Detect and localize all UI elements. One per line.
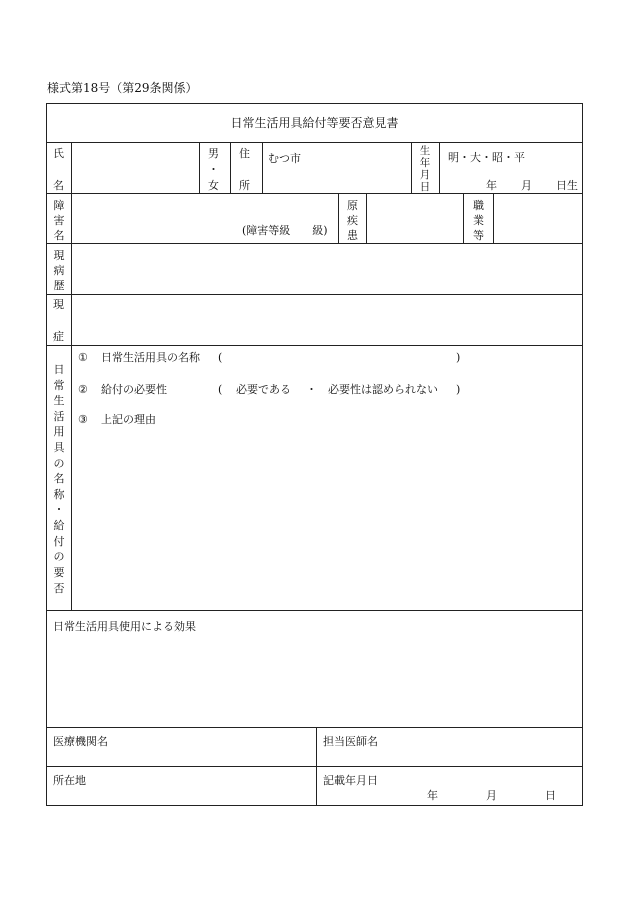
line-below-row1 bbox=[46, 193, 583, 194]
equipment-label bbox=[47, 362, 71, 596]
item1-number: ① bbox=[78, 351, 88, 364]
medical-institution-label: 医療機関名 bbox=[53, 735, 108, 748]
occupation-label-char: 職 bbox=[473, 199, 484, 212]
birth-month-label: 月 bbox=[521, 179, 532, 192]
item2-number: ② bbox=[78, 383, 88, 396]
occupation-label-char: 等 bbox=[473, 229, 484, 243]
item2-close-paren: ) bbox=[456, 383, 461, 396]
equipment-label-char: の bbox=[53, 550, 65, 564]
line-below-equipment bbox=[46, 610, 583, 611]
dob-label bbox=[414, 145, 436, 193]
address-label-bottom: 所 bbox=[239, 179, 250, 192]
cause-label-char: 患 bbox=[347, 229, 358, 243]
line-cause-value bbox=[366, 193, 367, 243]
line-name-sex bbox=[199, 142, 200, 193]
option-not-needed[interactable]: 必要性は認められない bbox=[328, 383, 438, 396]
item3-number: ③ bbox=[78, 413, 88, 426]
equipment-label-char: 付 bbox=[53, 534, 65, 548]
address-value[interactable]: むつ市 bbox=[268, 152, 301, 165]
history-label bbox=[47, 248, 71, 294]
option-separator: ・ bbox=[306, 383, 317, 396]
sex-male[interactable]: 男 bbox=[208, 147, 219, 160]
era-options[interactable]: 明・大・昭・平 bbox=[448, 151, 525, 164]
form-title: 日常生活用具給付等要否意見書 bbox=[230, 116, 399, 130]
disability-label-char: 障 bbox=[53, 199, 65, 212]
line-below-institution bbox=[46, 766, 583, 767]
equipment-label-char: 否 bbox=[53, 581, 65, 595]
dob-label-char: 日 bbox=[419, 181, 431, 194]
location-label: 所在地 bbox=[53, 774, 86, 787]
occupation-label-char: 業 bbox=[473, 214, 484, 228]
line-address-value bbox=[262, 142, 263, 193]
equipment-label-char: 生 bbox=[53, 394, 65, 408]
equipment-label-char: 活 bbox=[53, 409, 65, 423]
item2-label: 給付の必要性 bbox=[101, 383, 167, 396]
item1-close-paren: ) bbox=[456, 351, 461, 364]
dob-label-char: 月 bbox=[419, 169, 431, 182]
reason-field[interactable] bbox=[100, 432, 570, 602]
name-field[interactable] bbox=[72, 143, 198, 192]
doctor-label: 担当医師名 bbox=[323, 735, 378, 748]
disability-grade[interactable]: (障害等級 級) bbox=[242, 224, 328, 237]
equipment-label-char: 日 bbox=[53, 363, 65, 376]
history-label-char: 現 bbox=[53, 249, 65, 262]
line-below-effect bbox=[46, 727, 583, 728]
address-label-top: 住 bbox=[239, 147, 250, 160]
effect-label: 日常生活用具使用による効果 bbox=[53, 620, 196, 633]
line-occupation-value bbox=[493, 193, 494, 243]
equipment-label-char: 具 bbox=[53, 441, 65, 455]
disability-label-char: 害 bbox=[53, 214, 65, 228]
name-label-bottom: 名 bbox=[53, 179, 64, 192]
dob-label-char: 年 bbox=[419, 157, 431, 170]
entry-year-label: 年 bbox=[427, 789, 438, 802]
cause-label-char: 原 bbox=[347, 199, 358, 212]
history-field[interactable] bbox=[72, 244, 582, 293]
line-bottom-split bbox=[316, 727, 317, 806]
equipment-label-char: の bbox=[53, 456, 65, 470]
entry-date-label: 記載年月日 bbox=[323, 774, 378, 787]
dob-label-char: 生 bbox=[419, 145, 431, 157]
cause-label bbox=[339, 198, 366, 244]
equipment-name-input[interactable] bbox=[228, 349, 454, 365]
item3-label: 上記の理由 bbox=[101, 413, 156, 426]
birth-year-label: 年 bbox=[486, 179, 497, 192]
cause-label-char: 疾 bbox=[347, 214, 358, 228]
line-address-dob bbox=[411, 142, 412, 193]
sex-female[interactable]: 女 bbox=[208, 179, 219, 192]
entry-month-label: 月 bbox=[486, 789, 497, 802]
entry-day-label: 日 bbox=[545, 789, 556, 802]
equipment-label-char: 称 bbox=[53, 487, 65, 501]
history-label-char: 病 bbox=[53, 264, 65, 278]
equipment-label-char: 用 bbox=[53, 425, 65, 439]
disability-label-char: 名 bbox=[53, 229, 65, 243]
equipment-label-char: 要 bbox=[53, 565, 65, 579]
equipment-label-char: 常 bbox=[53, 378, 65, 392]
item1-label: 日常生活用具の名称 bbox=[101, 351, 200, 364]
line-sex-address bbox=[230, 142, 231, 193]
equipment-label-char: ・ bbox=[53, 503, 65, 517]
history-label-char: 歴 bbox=[53, 279, 65, 293]
symptom-label-bottom: 症 bbox=[53, 330, 64, 343]
item1-open-paren: ( bbox=[218, 351, 223, 364]
equipment-label-char: 給 bbox=[53, 519, 65, 533]
symptom-field[interactable] bbox=[72, 295, 582, 344]
symptom-label-top: 現 bbox=[53, 298, 64, 311]
effect-field[interactable] bbox=[47, 640, 582, 726]
option-needed[interactable]: 必要である bbox=[236, 383, 291, 396]
line-dob-value bbox=[439, 142, 440, 193]
form-number: 様式第18号（第29条関係） bbox=[47, 81, 198, 95]
occupation-label bbox=[464, 198, 493, 244]
birth-day-label: 日生 bbox=[556, 179, 578, 192]
label-column-line bbox=[71, 142, 72, 610]
equipment-label-char: 名 bbox=[53, 472, 65, 486]
name-label-top: 氏 bbox=[53, 147, 64, 160]
line-below-symptom bbox=[46, 345, 583, 346]
item2-open-paren: ( bbox=[218, 383, 223, 396]
disability-label bbox=[47, 198, 71, 244]
sex-dot: ・ bbox=[208, 163, 219, 176]
